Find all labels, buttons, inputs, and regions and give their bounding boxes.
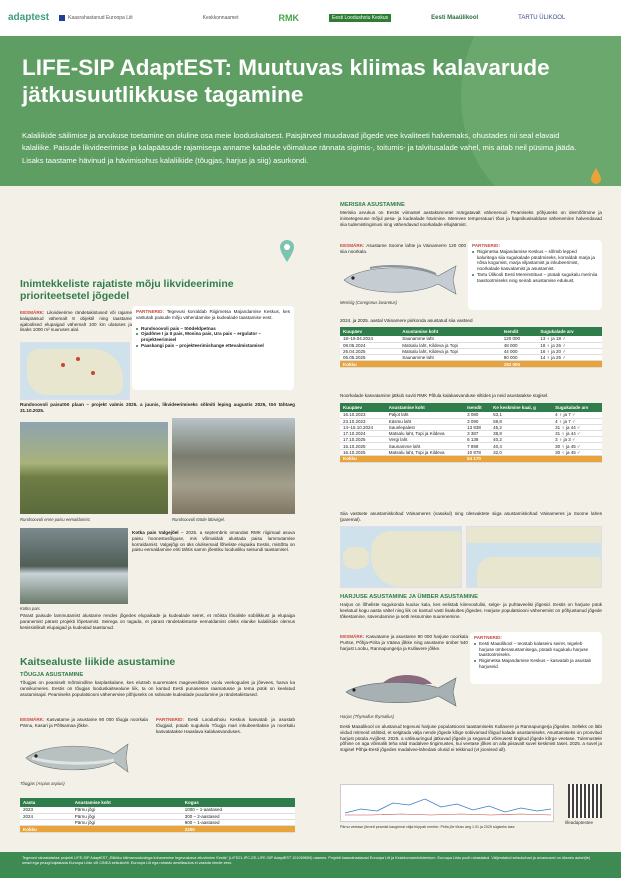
dams-partners: PARTNERID: Tegevusi korraldab Riigimetsa Majandamise Keskus, kes vastutab paisude mõju vähendamise ja kudealade taastamise eest. <box>136 309 290 320</box>
asp-fish-illustration <box>22 738 132 778</box>
harjus-progress-text: Eesti Maaülikool on alustanud tegevusi harjuse populatsiooni taastamiseks Kullavere ja Rannapungerja jõgedes. Selleks on läbi viidud mitmeid välitöid, et selgitada välja nende jõgede kõige sobivamad lõigud kalade asustamiseks. Asustamiseks on proovitud harjust püüda Avijõest. 2025. a välisuuringud jätkuvad jõgede ja seganud võimusest tingitud jõgede kõrge veetase. Tulemustele põhine on aga võimalik teha väid madalvee tingimustes, kui veetase jõkes on alla piisavalt suvel keskmist taset. 2025. a suvel ja sügisel Põhja-Eesti jõgedes madalvee-lähedasi olusid ei tekkinud (vt joonised all). <box>340 724 602 753</box>
list-item: Riigimetsa Majandamise Keskus – sõlmib lepped kaluritega siia sugukalade püüdmiseks, korraldab marja ja nõsa kogumist, marja viljastamist ja inkubeerimist, noorkalade kasvatamist ja asustamist. <box>472 249 598 272</box>
hero-intro: Kalaliikide säilimise ja arvukuse toetamine on oluline osa meie looduskaitsest. Paisjärved muudavad jõgede vee kvaliteeti halvemaks, ohustades nii seal elavaid kalaliike. Paisude likvideerimise ja kalapääsude rajamisega anname kaladele võimaluse rännata sigimis-, toitumis- ja talvitusalade vahel, mis aitab neil püsima jääda. Lisaks taastame hävinud ja hävimisohus kalaliikide (tõugjas, harjus ja siig) asurkondi. <box>22 131 577 165</box>
table-row: 2023 Pärnu jõgi 1000 – 1-aastased <box>20 807 295 813</box>
table-row: 17.10.2025 Vergi laht 6 138 40,2 3 ♀ ja 3 ♂ <box>340 437 602 443</box>
graph-caption: Pärnu veetase jõevett peamist kaugemal välja hüppab meeter; Pirita jõe tõusv aeg 1.01 ja 2025 sügiseks tase <box>340 825 515 829</box>
table-row: 08.05.2024 Matsalu laht, Kildeva ja Topi 48 000 18 ♀ ja 26 ♂ <box>340 342 602 348</box>
fish-caption: Merisiig (Coregonus lavaretus) <box>340 300 398 305</box>
grayling-illustration <box>342 672 460 712</box>
monitoring-text: Pärast paisude lammutamist alustame rendes jõgedes elupaikade ja kudealade seiret, et mõista lõnalisle sobilikkust ja elupaiga paranemist pärast projekti lõpetamist. Seirega on tagada, et pärast rändetakistuste eemaldamist oleks elanike kalaliikide olemus kesissinlikult elupaigad ja kudealad taastunud. <box>20 613 295 630</box>
dams-partners-box <box>132 306 294 390</box>
dams-list <box>136 326 290 349</box>
logo-bar <box>0 0 621 36</box>
list-item: Rundsoovoli pais – töödeldpetnas <box>136 326 290 332</box>
table-row: 23.10.2023 Käsmu laht 3 090 59,8 4 ♀ ja 7 ♂ <box>340 418 602 424</box>
table-total-row: Kokku 192 000 <box>340 361 602 368</box>
dams-goal: EESMÄRK: Likvideerime rändetakistused või rajame kalapääsud vähemalt 8 objektil ning taastame ajaloolised elupaigad vähemalt 100 km ulatuses ja lisaks 1000 m² suuruses alal. <box>20 310 132 333</box>
merisiig-goal: EESMÄRK: Asustame Soome lahte ja Väinamerre 120 000 siia noorkala. <box>340 243 467 254</box>
photo-river-before <box>20 422 168 514</box>
siig-juvenile-table: Kuupäev Asustamise koht Isendit Ke keskmine kaal, g Sugukalade arv 16.10.2023 Paljot laht 3 080 53,1 4 ♀ ja 7 ♂ 23.10.2023 Käsmu laht 3 090 59,8 4 ♀ ja 7 ♂ 14–15.10.2024 Saunlepalest 13 838 45,2 31 ♀ ja 44 ♂ 17.10.2024 Matsalu laht, Topi ja Kildeva 3 387 38,8 31 ♀ ja 44 ♂ 17.10.2025 Vergi laht 6 138 40,2 3 ♀ ja 3 ♂ 15.10.2025 Saunamme laht 7 898 40,4 30 ♀ ja 45 ♂ 16.10.2025 Matsalu laht, Topi ja Kildeva 10 878 32,0 30 ♀ ja 45 ♂ Kokku 54 170 <box>340 403 602 463</box>
harjus-goal: EESMÄRK: Kasvatame ja asustame 90 000 harjuse noorkala Purtse, Põhja-Pirita ja Vääna jõkke ning asustame ümber 540 harjust Loobu, Rannapungerja ja Kullavere jõkke. <box>340 634 468 651</box>
table-row: Pärnu jõgi 900 – 1-aastased <box>20 819 295 825</box>
table-total-row: Kokku 2200 <box>20 826 295 833</box>
siig-larvae-table: Kuupäev Asustamise koht Isendit Sugukalade arv 18–19.04.2024 Saunamme laht 120 000 13 ♀ ja 18 ♂ 08.05.2024 Matsalu laht, Kildeva ja Topi 48 000 18 ♀ ja 26 ♂ 26.04.2025 Matsalu laht, Kildeva ja Topi 44 000 16 ♀ ja 20 ♂ 05.05.2025 Saunamme laht 90 000 14 ♀ ja 25 ♂ Kokku 192 000 <box>340 327 602 368</box>
rmk-logo: RMK <box>278 13 299 23</box>
hero-banner <box>0 36 621 186</box>
photo-caption: Rundsoovoli enne paisu eemaldamist. <box>20 517 91 522</box>
footer-funding: Tegevusi rahastatakse projekti LIFE-SIP AdaptEST „Riikliku kliimamuutustega kohanemise tegevuskava elluviimine Eestis" (LIFE21-IPC-EE-LIFE-SIP AdaptEST 101069659) raames. Projekti kaasrahastavad Euroopa Liit ja Keskkonnaministeerium. Euroopa Liidu poolt rahastatud. Väljendatud seisukohad ja arvamused on üksnes autori(te) omad ega pruugi kajastada Euroopa Liidu või CINEA seisukohti. Euroopa Liit ega rahastu ametiasutus ei vastuta nende eest. <box>0 852 621 878</box>
table1-intro: 2024. ja 2025. aastal Väinamere piirkonda asustatud siia vastsed <box>340 318 473 323</box>
table-row: 14–15.10.2024 Saunlepalest 13 838 45,2 31 ♀ ja 44 ♂ <box>340 424 602 430</box>
table-total-row: Kokku 54 170 <box>340 455 602 462</box>
eu-logo: Kaasrahastanud Euroopa Liit <box>59 15 133 21</box>
table-row: 15.10.2025 Saunamme laht 7 898 40,4 30 ♀ ja 45 ♂ <box>340 443 602 449</box>
page-title: LIFE-SIP AdaptEST: Muutuvas kliimas kalavarude jätkusuutlikkuse tagamine <box>22 55 550 107</box>
soome-laht-map <box>466 526 602 588</box>
photo-kotka-dam <box>20 528 128 604</box>
tougjas-table: Aasta Asustamise koht Kogus 2023 Pärnu jõgi 1000 – 1-aastased 2024 Pärnu jõgi 300 – 2-aastased Pärnu jõgi 900 – 1-aastased Kokku 2200 <box>20 798 295 833</box>
table-row: 16.10.2025 Matsalu laht, Topi ja Kildeva 10 878 32,0 30 ♀ ja 45 ♂ <box>340 449 602 455</box>
table-row: 2024 Pärnu jõgi 300 – 2-aastased <box>20 813 295 819</box>
section-title-stocking: Kaitsealuste liikide asustamine <box>20 656 176 668</box>
table-row: 18–19.04.2024 Saunamme laht 120 000 13 ♀ ja 18 ♂ <box>340 336 602 342</box>
whitefish-illustration <box>340 260 460 300</box>
water-level-graph <box>340 784 554 822</box>
harjus-partners-box: PARTNERID: Eesti Maaülikool – teostab kalaseiru seiret, tegeleb harjuse ümberasustamisega, püüab sugukalu harjuse taastootmiseks. Riigimetsa Majandamise Keskus – kasvatab ja asustab harjuseid. <box>470 632 602 684</box>
rundsoo-text: Rundsoovoli paisutöö plaan – projekt valmis 2025. a juunis, likvideerimiseks sõlmiti leping augustis 2025, töö tähtaeg 31.10.2025. <box>20 402 295 413</box>
list-item: Paaskangi pais – projekteerimishange ettevalmistamisel <box>136 343 290 349</box>
kotka-text: Kotka pais Valgejõel – 2025. a septembris omandas RMK riigimaal asuva paisu hoonestusõiguse, mis võimaldab alustada paisu lammutamise korraldamist. Valgejõgi on üks olulisemaid lõheliste elupaiku Eestis, mistõttu on paisu eemaldamine eriti tähtis samm jõestiku loodusliku seisundi taastamisel. <box>132 530 295 553</box>
list-item: Riigimetsa Majandamise Keskus – kasvatab ja asustab harjuseid. <box>474 658 598 670</box>
harjus-text: Harjus on lõheliste sugukonda kuuluv kala, kes eelistab kiirevoolulisi, selge- ja puhtaveelisi jõgesid. Eestis on harjuse püük keelatud kogu aasta vältel ning liik on kantud vasti lisakultes jõgedes. Harjuse populatsiooni vähenemist on põhjustanud jõgede tõkestamine, süvendamine ja setti ressurnise suurenemine. <box>340 602 602 619</box>
list-item: Tartu Ülikooli Eesti Mereinstituut – püüab sugukalu meriniia taastootmiseks ning seirab asustamise edukust. <box>472 272 598 284</box>
harjus-title: HARJUSE ASUSTAMINE JA ÜMBER ASUSTAMINE <box>340 594 478 600</box>
estonia-map <box>20 342 130 400</box>
merisiig-partners <box>472 249 598 284</box>
harjus-partners <box>474 641 598 670</box>
tougjas-goal: EESMÄRK: Kasvatame ja asustame 90 000 tõugja noorkala Pärnu, Kasari ja Põltsamaa jõkke. <box>20 717 148 728</box>
section-title-dams: Inimtekkeliste rajatiste mõju likvideerimine prioriteetsetel jõgedel <box>20 278 234 302</box>
qr-caption: lifeadaptestee <box>565 820 594 825</box>
adaptest-logo: adaptest <box>8 12 50 23</box>
photo-river-works <box>172 418 295 514</box>
map-pin-icon <box>280 240 294 262</box>
tougjas-title: TÕUGJA ASUSTAMINE <box>20 672 84 678</box>
table-row: 17.10.2024 Matsalu laht, Topi ja Kildeva 3 387 38,8 31 ♀ ja 44 ♂ <box>340 431 602 437</box>
photo-caption: Rundsoovoli tööde läbiviigel. <box>172 517 226 522</box>
photo-caption: Kotka pais. <box>20 606 41 611</box>
merisiig-title: MERISIIA ASUSTAMINE <box>340 202 405 208</box>
fish-caption: Tõugjas (Aspius aspius) <box>20 781 65 786</box>
table-row: 16.10.2023 Paljot laht 3 080 53,1 4 ♀ ja 7 ♂ <box>340 412 602 418</box>
keskkonnaamet-logo: Keskkonnaamet <box>202 15 239 21</box>
table2-intro: Noorkalade kasvatamine jätkub suviti RMK Põlula kalakasvanduse siltides ja neid asustatakse sügisel. <box>340 393 549 398</box>
table-row: 05.05.2025 Saunamme laht 90 000 14 ♀ ja 25 ♂ <box>340 355 602 361</box>
water-drop-icon <box>591 168 601 184</box>
vainameri-map <box>340 526 462 588</box>
list-item: Eesti Maaülikool – teostab kalaseiru seiret, tegeleb harjuse ümberasustamisega, püüab sugukalu harjuse taastootmiseks. <box>474 641 598 658</box>
merisiig-partners-box <box>468 240 602 310</box>
maaylikool-logo: Eesti Maaülikool <box>431 15 479 21</box>
fish-caption: Harjus (Thymallus thymallus) <box>340 714 394 719</box>
list-item: Ojadõme I ja II pais, Mosina pais, Ura pais – ergulator – projekteerimisel <box>136 331 290 343</box>
merisiig-text: Merisiia arvukus on Eestis viimastel aastakümnetel märgatavalt vähenenud. Peamiseks põhjuseks on ülemõõtmine ja inimetegevuse mõjul pesa- ja kudealade hävimine. Merevee temperatuuri tõus ja hapnikusisalduse vähenemine halvendavad siia tudemistingimusi ning vähendavad noorkalade ellujäämist. <box>340 210 602 227</box>
tartu-ylikool-logo: TARTU ÜLIKOOL <box>518 15 566 21</box>
tougjas-text: Tõugjas on peamiselt mõrtoindline karplaskalane, kes elutseb suuremates magevesilistes voolu veekogudes ja jõevees, harva ka rannikumeres. Eestis on tõugjas looduskaitsealune liik, ta on kantud Eesti punasesse raamatusse ja tema püük on keelatud asutamisajal. Peamiseks populatsiooni vähenemise põhjuseks on sobivate kudealade puudumine ja rändetakistused. <box>20 680 295 697</box>
elk-logo: Eesti Loodushoiu Keskus <box>329 14 391 22</box>
tougjas-partners: PARTNERID: Eesti Loodushoiu Keskus kasvatab ja asustab tõugjaid, püüab sugukalu Tõugja mari inkubeeritakse ja noorkalu kasvatatakse Haaslava kalakasvanduses. <box>156 717 296 734</box>
merisiig-partners-label: PARTNERID: <box>472 243 500 248</box>
table-row: 26.04.2025 Matsalu laht, Kildeva ja Topi 44 000 16 ♀ ja 20 ♂ <box>340 348 602 354</box>
qr-code[interactable] <box>568 784 602 818</box>
maps-caption: Siia vastsete asustamiskohad Väinameres (vasakul) ning ülesvaktete siiga asustamiskohad Väinameres ja Soome lahes (paremal). <box>340 511 602 522</box>
